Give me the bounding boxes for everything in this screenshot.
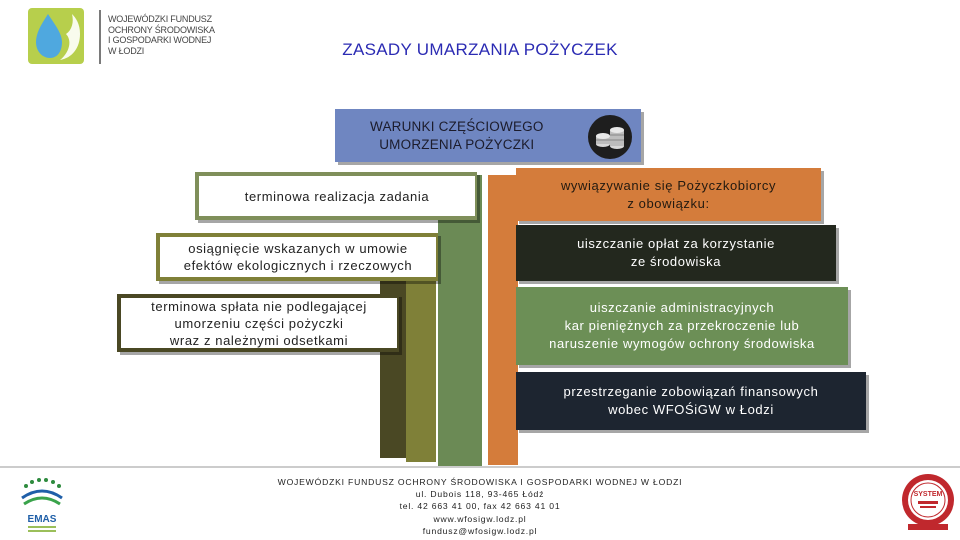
conditions-header-label: WARUNKI CZĘŚCIOWEGO UMORZENIA POŻYCZKI (370, 118, 544, 152)
footer-phone: tel. 42 663 41 00, fax 42 663 41 01 (399, 501, 561, 512)
certificate-seal-icon (900, 472, 956, 532)
footer-website-link[interactable]: www.wfosigw.lodz.pl (433, 513, 527, 524)
right-condition-2-label: uiszczanie opłat za korzystanie ze środowiska (577, 236, 775, 269)
left-condition-1-label: terminowa realizacja zadania (244, 188, 430, 204)
logo-line: OCHRONY ŚRODOWISKA (108, 24, 215, 35)
emas-label: EMAS (27, 514, 57, 525)
footer-address: ul. Dubois 118, 93-465 Łódź (415, 489, 545, 500)
right-condition-1 (516, 168, 821, 221)
logo-line: W ŁODZI (108, 45, 145, 56)
right-condition-3 (516, 287, 848, 365)
right-condition-1-label: wywiązywanie się Pożyczkobiorcy z obowiązku: (560, 177, 777, 211)
right-condition-2 (516, 225, 836, 281)
connector-bar-olive (406, 255, 436, 462)
footer-divider (0, 466, 960, 468)
emas-logo-icon (14, 472, 70, 538)
cert-label: SYSTEM (913, 491, 943, 498)
left-condition-1 (199, 176, 475, 216)
right-condition-4-label: przestrzeganie zobowiązań finansowych wobec WFOŚiGW w Łodzi (563, 384, 819, 417)
left-condition-3-label: terminowa spłata nie podlegającej umorzeniu części pożyczki wraz z należnymi odsetkami (151, 298, 367, 348)
left-condition-3 (121, 298, 397, 348)
right-condition-4 (516, 372, 866, 430)
logo-line: I GOSPODARKI WODNEJ (108, 35, 212, 45)
logo-line: WOJEWÓDZKI FUNDUSZ (108, 14, 212, 24)
page-title: ZASADY UMARZANIA POŻYCZEK (342, 40, 618, 59)
left-condition-2 (160, 237, 436, 277)
right-condition-3-label: uiszczanie administracyjnych kar pieniężnych za przekroczenie lub naruszenie wymogów ochrony środowiska (549, 300, 815, 351)
coins-icon (587, 114, 633, 160)
footer-org-name: WOJEWÓDZKI FUNDUSZ OCHRONY ŚRODOWISKA I GOSPODARKI WODNEJ W ŁODZI (277, 477, 683, 487)
connector-bar-orange (488, 175, 518, 465)
footer-email-link[interactable]: fundusz@wfosigw.lodz.pl (422, 525, 538, 536)
footer-contact (260, 476, 700, 537)
left-condition-2-label: osiągnięcie wskazanych w umowie efektów ekologicznych i rzeczowych (183, 241, 413, 273)
